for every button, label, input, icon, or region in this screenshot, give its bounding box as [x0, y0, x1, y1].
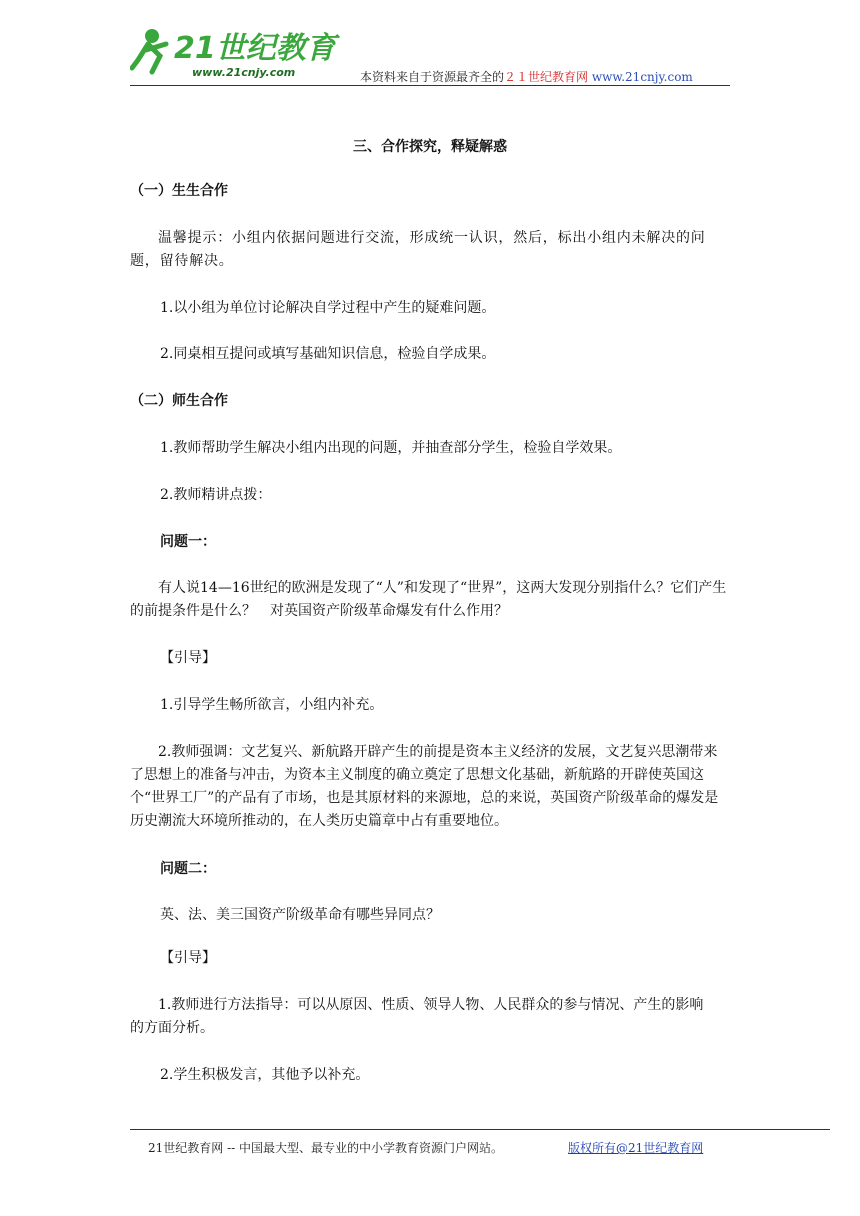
list-item: 1.引导学生畅所欲言，小组内补充。 [160, 697, 384, 713]
guide-label: 【引导】 [160, 950, 216, 966]
list-item: 1.以小组为单位讨论解决自学过程中产生的疑难问题。 [160, 300, 496, 316]
svg-text:21世纪教育: 21世纪教育 [174, 31, 336, 66]
logo-icon [130, 22, 340, 84]
footer-text: 21世纪教育网 -- 中国最大型、最专业的中小学教育资源门户网站。 [148, 1141, 504, 1155]
question-text: 有人说14—16世纪的欧洲是发现了“人”和发现了“世界”，这两大发现分别指什么？它们产生的前提条件是什么？ 对英国资产阶级革命爆发有什么作用？ [130, 580, 727, 619]
site-name: ２１世纪教育网 [504, 70, 589, 84]
list-item: 2.学生积极发言，其他予以补充。 [160, 1067, 370, 1083]
footer-divider [130, 1129, 830, 1130]
question-label: 问题一： [160, 534, 216, 550]
site-url-link[interactable]: www.21cnjy.com [588, 70, 693, 84]
page-header [130, 22, 730, 84]
list-item: 2.同桌相互提问或填写基础知识信息，检验自学成果。 [160, 346, 496, 362]
guide-label: 【引导】 [160, 650, 216, 666]
list-item: 1.教师帮助学生解决小组内出现的问题，并抽查部分学生，检验自学效果。 [160, 440, 622, 456]
svg-text:www.21cnjy.com: www.21cnjy.com [192, 66, 296, 79]
list-item: 2.教师精讲点拨： [160, 487, 272, 503]
question-label: 问题二： [160, 861, 216, 877]
list-item: 1.教师进行方法指导：可以从原因、性质、领导人物、人民群众的参与情况、产生的影响的方面分析。 [130, 997, 704, 1036]
section-title: 三、合作探究，释疑解惑 [353, 139, 507, 155]
copyright-link[interactable]: 版权所有@21世纪教育网 [568, 1141, 704, 1155]
subsection-heading: （二）师生合作 [130, 393, 228, 409]
guide-paragraph: 2.教师强调：文艺复兴、新航路开辟产生的前提是资本主义经济的发展，文艺复兴思潮带来了思想上的准备与冲击，为资本主义制度的确立奠定了思想文化基础，新航路的开辟使英国这个“世界工厂”的产品有了市场，也是其原材料的来源地，总的来说，英国资产阶级革命的爆发是历史潮流大环境所推动的，在人类历史篇章中占有重要地位。 [130, 744, 719, 829]
question-text: 英、法、美三国资产阶级革命有哪些异同点？ [160, 907, 440, 923]
subsection-heading: （一）生生合作 [130, 183, 228, 199]
header-divider [130, 85, 730, 86]
header-tagline: 本资料来自于资源最齐全的２１世纪教育网 www.21cnjy.com [360, 70, 693, 84]
tip-paragraph: 温馨提示：小组内依据问题进行交流，形成统一认识，然后，标出小组内未解决的问题，留待解决。 [130, 230, 706, 269]
